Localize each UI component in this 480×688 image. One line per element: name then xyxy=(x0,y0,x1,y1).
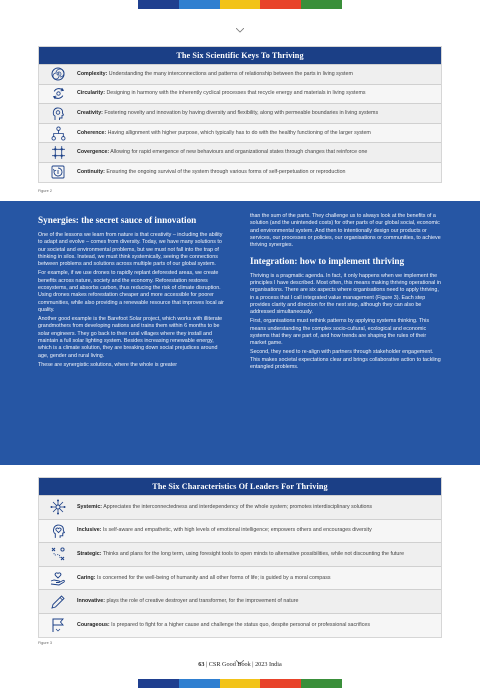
scientific-keys-table xyxy=(38,46,442,183)
footer-text: | CSR Good Book | 2023 India xyxy=(204,661,282,668)
paragraph: than the sum of the parts. They challenge us to always look at the benefits of a solution (and the unintended costs) for other parts of our global social, economic and environmental system. And then to intentionally design our products or services, our processes or policies, our organisations or communities, to achieve thriving synergies. xyxy=(250,213,441,249)
section-heading: Synergies: the secret sauce of innovation xyxy=(38,215,197,225)
caring-hands-icon xyxy=(39,567,77,590)
leaders-characteristics-table xyxy=(38,477,442,638)
strategy-path-icon xyxy=(39,543,77,566)
article-left-column xyxy=(38,215,225,371)
table-row: Strategic: Thinks and plans for the long term, using foresight tools to open minds to alternative possibilities, while not discounting the future xyxy=(39,542,441,566)
spiral-circle-icon xyxy=(39,65,77,84)
top-color-strip xyxy=(138,0,342,9)
recycle-arrows-icon xyxy=(39,85,77,104)
paragraph: For example, if we use drones to rapidly replant deforested areas, we create benefits across nature, society and the economy. Reforestation restores ecosystems, and absorbs carbon, thus reducing the risk of climate disruption. Using drones makes reforestation cheaper and more accessible for poorer communities, while also providing a renewable resource that improves local air quality. xyxy=(38,270,224,314)
table-row: Courageous: Is prepared to fight for a higher cause and challenge the status quo, despite personal or professional sacrifices xyxy=(39,613,441,637)
table-title: The Six Characteristics Of Leaders For Thriving xyxy=(39,478,441,495)
table-row: Covergence: Allowing for rapid emergence of new behaviours and organizational states through changes that reinforce one xyxy=(39,142,441,162)
figure-caption: Figure 2 xyxy=(38,189,52,193)
paragraph: Another good example is the Barefoot Solar project, which works with illiterate grandmothers from developing nations and trains them within 6 months to be solar engineers. They go back to their rural villages where they install and maintain a full solar lighting system. Besides increasing renewable energy, which is a climate solution, they are breaking down social prejudices around age, gender and rural living. xyxy=(38,315,223,359)
bottom-color-strip xyxy=(138,679,342,688)
page-number: 63 xyxy=(198,661,205,668)
head-heart-icon xyxy=(39,520,77,543)
paragraph: First, organisations must rethink patterns by applying systems thinking. This means understanding the complex socio-cultural, ecological and economic systems that they are part of, and how trends are shaping the rules of their market game. xyxy=(250,318,429,347)
figure-caption: Figure 3 xyxy=(38,641,52,645)
page-footer xyxy=(0,661,480,668)
table-row: Circularity: Designing in harmony with the inherently cyclical processes that recycle energy and materials in living systems xyxy=(39,84,441,104)
table-row: Creativity: Fostering novelty and innovation by having diversity and flexibility, along with permeable boundaries in living systems xyxy=(39,103,441,123)
table-title: The Six Scientific Keys To Thriving xyxy=(39,47,441,64)
table-row: Caring: Is concerned for the well-being of humanity and all other forms of life; is guided by a moral compass xyxy=(39,566,441,590)
chevron-down-icon xyxy=(236,652,244,657)
paragraph: These are synergistic solutions, where the whole is greater xyxy=(38,361,178,368)
table-row: Inclusive: Is self-aware and empathetic, with high levels of emotional intelligence; empowers others and encourages diversity xyxy=(39,519,441,543)
table-row: Continuity: Ensuring the ongoing survival of the system through various forms of self-perpetuation or reproduction xyxy=(39,162,441,182)
table-row: Systemic: Appreciates the interconnectedness and interdependency of the whole system; promotes interdisciplinary solutions xyxy=(39,495,441,519)
grid-network-icon xyxy=(39,143,77,162)
table-row: Complexity: Understanding the many interconnections and patterns of relationship between the parts in living system xyxy=(39,64,441,84)
chevron-down-icon xyxy=(236,28,244,33)
flag-icon xyxy=(39,614,77,637)
table-row: Coherence: Having allignment with higher purpose, which typically has to do with the healthy functioning of the larger system xyxy=(39,123,441,143)
article-band xyxy=(0,201,480,465)
hierarchy-network-icon xyxy=(39,124,77,143)
paragraph: Second, they need to re-align with partners through stakeholder engagement. This makes societal expectations clear and brings collaborative action to tackling entangled problems. xyxy=(250,349,441,371)
paragraph: Thriving is a pragmatic agenda. In fact, it only happens when we implement the principles I have described. Most often, this means making thriving operational in organisations. There are six aspects where organisations need to apply thriving, in a process that I call integrated value management (Figure 3). Each step provides clarity and direction for the next step, although they can also be addressed simultaneously. xyxy=(250,272,441,316)
network-nodes-icon xyxy=(39,496,77,519)
paragraph: One of the lessons we learn from nature is that creativity – including the ability to adapt and evolve – comes from diversity. Today, we have many solutions to our societal and environmental problems, but we must not fall into the trap of thinking in silos. Instead, we must think systemically, seeing the connections between problems and solutions across multiple parts of our global system. xyxy=(38,232,223,268)
table-row: Innovative: plays the role of creative destroyer and transformer, for the improvement of nature xyxy=(39,589,441,613)
section-heading: Integration: how to implement thriving xyxy=(250,255,405,266)
article-right-column xyxy=(250,213,442,373)
arrow-cycle-box-icon xyxy=(39,163,77,182)
gear-head-icon xyxy=(39,104,77,123)
pencil-icon xyxy=(39,590,77,613)
